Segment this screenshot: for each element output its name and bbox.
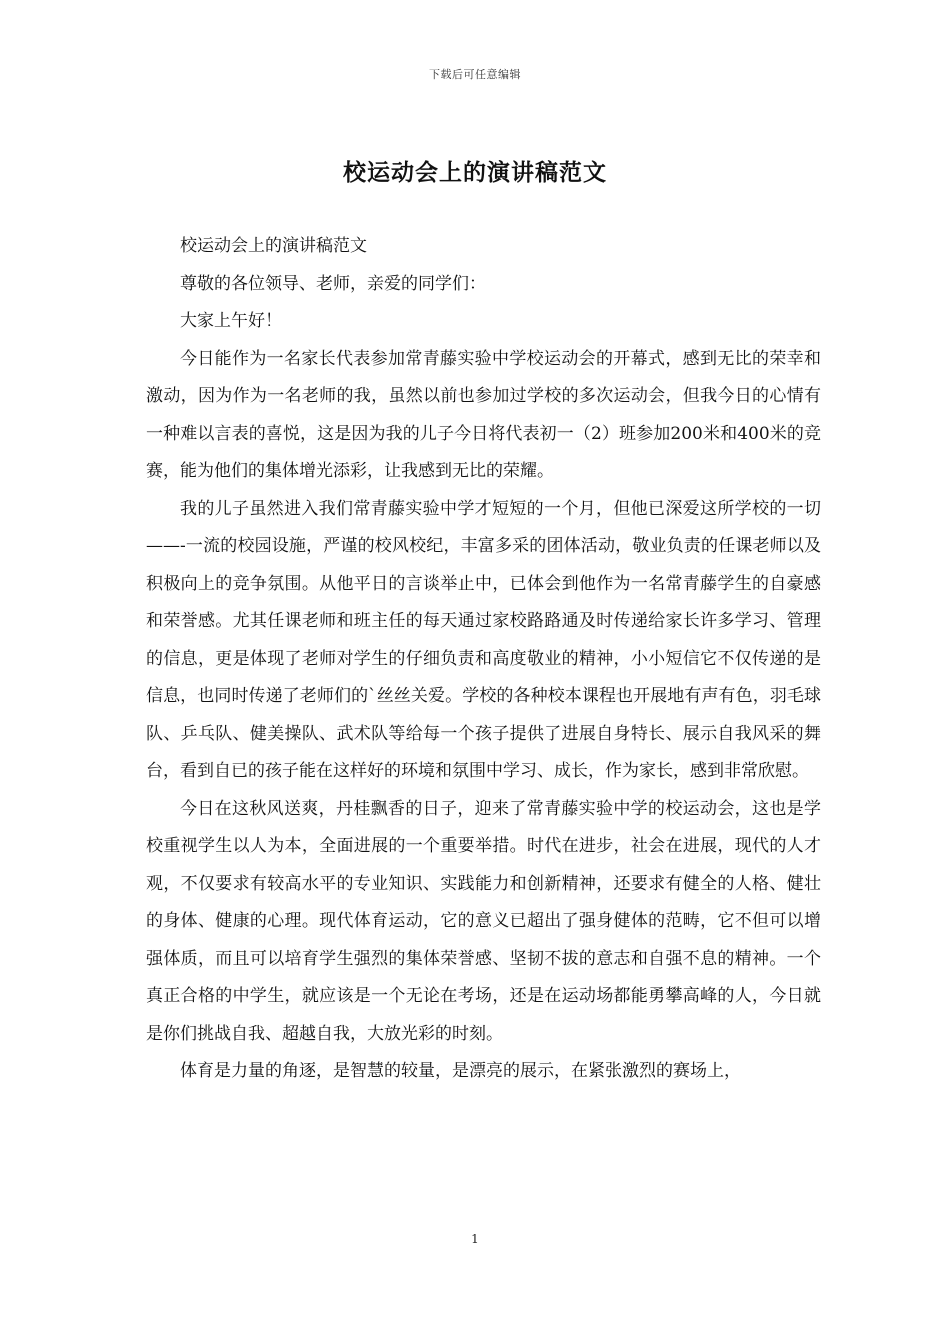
page-number: 1 xyxy=(471,1232,479,1246)
paragraph-salutation: 尊敬的各位领导、老师，亲爱的同学们： xyxy=(180,273,486,294)
paragraph-subtitle: 校运动会上的演讲稿范文 xyxy=(180,236,367,256)
document-body xyxy=(146,228,821,1091)
paragraph: 体育是力量的角逐，是智慧的较量，是漂亮的展示，在紧张激烈的赛场上， xyxy=(180,1061,741,1081)
paragraph: 今日能作为一名家长代表参加常青藤实验中学校运动会的开幕式，感到无比的荣幸和激动，因为作为一名老师的我，虽然以前也参加过学校的多次运动会，但我今日的心情有一种难以言表的喜悦，这是因为我的儿子今日将代表初一（2）班参加200米和400米的竞赛，能为他们的集体增光添彩，让我感到无比的荣耀。 xyxy=(146,348,821,481)
header-note: 下载后可任意编辑 xyxy=(429,68,521,81)
paragraph-greeting: 大家上午好！ xyxy=(180,311,282,331)
document-title: 校运动会上的演讲稿范文 xyxy=(343,159,607,186)
paragraph: 我的儿子虽然进入我们常青藤实验中学才短短的一个月，但他已深爱这所学校的一切——-一流的校园设施，严谨的校风校纪，丰富多采的团体活动，敬业负责的任课老师以及积极向上的竞争氛围。从他平日的言谈举止中，已体会到他作为一名常青藤学生的自豪感和荣誉感。尤其任课老师和班主任的每天通过家校路路通及时传递给家长许多学习、管理的信息，更是体现了老师对学生的仔细负责和高度敬业的精神，小小短信它不仅传递的是信息，也同时传递了老师们的`丝丝关爱。学校的各种校本课程也开展地有声有色，羽毛球队、乒乓队、健美操队、武术队等给每一个孩子提供了进展自身特长、展示自我风采的舞台，看到自已的孩子能在这样好的环境和氛围中学习、成长，作为家长，感到非常欣慰。 xyxy=(146,498,821,781)
paragraph: 今日在这秋风送爽，丹桂飘香的日子，迎来了常青藤实验中学的校运动会，这也是学校重视学生以人为本，全面进展的一个重要举措。时代在进步，社会在进展，现代的人才观，不仅要求有较高水平的专业知识、实践能力和创新精神，还要求有健全的人格、健壮的身体、健康的心理。现代体育运动，它的意义已超出了强身健体的范畴，它不但可以增强体质，而且可以培育学生强烈的集体荣誉感、坚韧不拔的意志和自强不息的精神。一个真正合格的中学生，就应该是一个无论在考场，还是在运动场都能勇攀高峰的人，今日就是你们挑战自我、超越自我，大放光彩的时刻。 xyxy=(146,798,821,1044)
